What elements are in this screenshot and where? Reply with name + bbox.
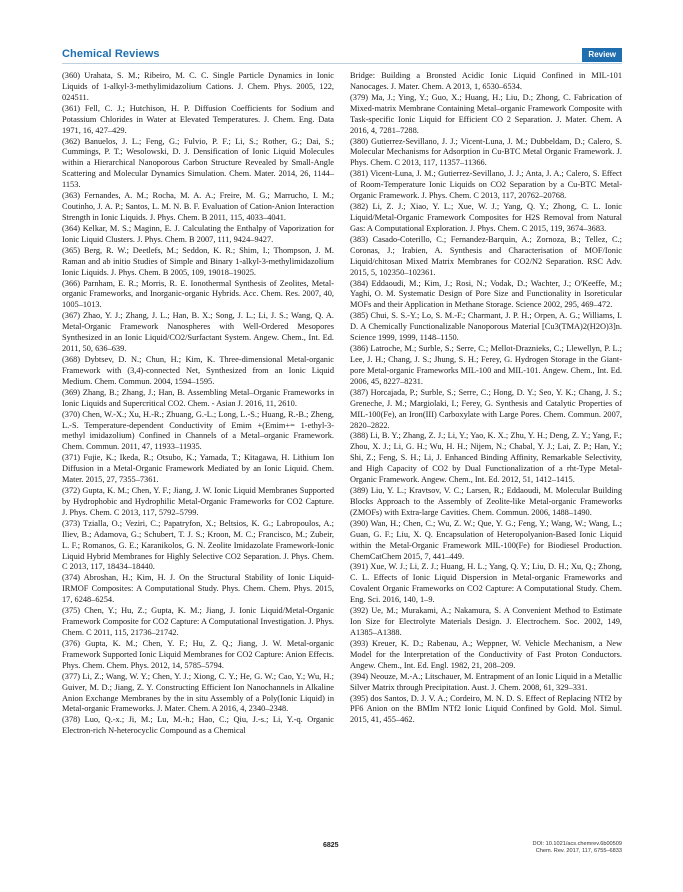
journal-title[interactable]: Chemical Reviews: [62, 48, 160, 60]
reference-item: (380) Gutierrez-Sevillano, J. J.; Vicent-Luna, J. M.; Dubbeldam, D.; Calero, S. Molecular Mechanisms for Adsorption in Cu-BTC Metal Organic Framework. J. Phys. Chem. C 2013, 117, 11357–11366.: [350, 136, 622, 168]
reference-item: (378) Luo, Q.-x.; Ji, M.; Lu, M.-h.; Hao, C.; Qiu, J.-s.; Li, Y.-q. Organic Electron-rich N-heterocyclic Compound as a Chemical: [62, 715, 334, 736]
reference-item: (389) Liu, Y. L.; Kravtsov, V. C.; Larsen, R.; Eddaoudi, M. Molecular Building Blocks Approach to the Assembly of Zeolite-like Metal-organic Frameworks (ZMOFs) with Extra-large Cavities. Chem. Commun. 2006, 1488–1490.: [350, 486, 622, 517]
reference-item: (386) Latroche, M.; Surble, S.; Serre, C.; Mellot-Draznieks, C.; Llewellyn, P. L.; Lee, J. H.; Chang, J. S.; Jhung, S. H.; Ferey, G. Hydrogen Storage in the Giant-pore Metal-organic Frameworks MIL-100 and MIL-101. Angew. Chem., Int. Ed. 2006, 45, 8227–8231.: [350, 344, 622, 386]
reference-item: (375) Chen, Y.; Hu, Z.; Gupta, K. M.; Jiang, J. Ionic Liquid/Metal-Organic Framework Composite for CO2 Capture: A Computational Investigation. J. Phys. Chem. C 2011, 115, 21736–21742.: [62, 606, 334, 638]
reference-item: (383) Casado-Coterillo, C.; Fernandez-Barquin, A.; Zornoza, B.; Tellez, C.; Coronas, J.; Irabien, A. Synthesis and Characterisation of MOF/Ionic Liquid/chitosan Mixed Matrix Membranes for CO2/N2 Separation. RSC Adv. 2015, 5, 102350–102361.: [350, 234, 622, 277]
reference-item: (377) Li, Z.; Wang, W. Y.; Chen, Y. J.; Xiong, C. Y.; He, G. W.; Cao, Y.; Wu, H.; Guiver, M. D.; Jiang, Z. Y. Constructing Efficient Ion Nanochannels in Alkaline Anion Exchange Membranes by the in situ Assembly of a Poly(Ionic Liquid) in Metal-organic Frameworks. J. Mater. Chem. A 2016, 4, 2340–2348.: [62, 671, 334, 714]
reference-item: (394) Neouze, M.-A.; Litschauer, M. Entrapment of an Ionic Liquid in a Metallic Silver Matrix through Precipitation. Aust. J. Chem. 2008, 61, 329–331.: [350, 671, 622, 692]
journal-citation: Chem. Rev. 2017, 117, 6755–6833: [535, 848, 622, 855]
reference-item: (372) Gupta, K. M.; Chen, Y. F.; Jiang, J. W. Ionic Liquid Membranes Supported by Hydrophobic and Hydrophilic Metal-Organic Frameworks for CO2 Capture. J. Phys. Chem. C 2013, 117, 5792–5799.: [62, 486, 334, 517]
reference-item: (387) Horcajada, P.; Surble, S.; Serre, C.; Hong, D. Y.; Seo, Y. K.; Chang, J. S.; Greneche, J. M.; Margiolaki, I.; Ferey, G. Synthesis and Catalytic Properties of MIL-100(Fe), an Iron(III) Carboxylate with Large Pores. Chem. Commun. 2007, 2820–2822.: [350, 387, 622, 430]
reference-item: (364) Kelkar, M. S.; Maginn, E. J. Calculating the Enthalpy of Vaporization for Ionic Liquid Clusters. J. Phys. Chem. B 2007, 111, 9424–9427.: [62, 223, 334, 244]
header-divider: [62, 63, 622, 64]
reference-item: Bridge: Building a Bronsted Acidic Ionic Liquid Confined in MIL-101 Nanocages. J. Mater. Chem. A 2013, 1, 6530–6534.: [350, 71, 622, 91]
references-left-column: [62, 71, 334, 737]
page-number: 6825: [323, 842, 339, 849]
reference-item: (393) Kreuer, K. D.; Rabenau, A.; Weppner, W. Vehicle Mechanism, a New Model for the Interpretation of the Conductivity of Fast Proton Conductors. Angew. Chem., Int. Ed. Engl. 1982, 21, 208–209.: [350, 638, 622, 670]
doi-link[interactable]: DOI: 10.1021/acs.chemrev.6b00509: [532, 841, 622, 847]
reference-item: (379) Ma, J.; Ying, Y.; Guo, X.; Huang, H.; Liu, D.; Zhong, C. Fabrication of Mixed-matrix Membrane Containing Metal–organic Framework Composite with Task-specific Ionic Liquid for Efficient CO 2 Separation. J. Mater. Chem. A 2016, 4, 7281–7288.: [350, 92, 622, 135]
reference-item: (385) Chui, S. S.-Y.; Lo, S. M.-F.; Charmant, J. P. H.; Orpen, A. G.; Williams, I. D. A Chemically Functionalizable Nanoporous Material [Cu3(TMA)2(H2O)3]n. Science 1999, 1999, 1148–1150.: [350, 311, 622, 343]
reference-item: (368) Dybtsev, D. N.; Chun, H.; Kim, K. Three-dimensional Metal-organic Framework with (3,4)-connected Net, Synthesized from an Ionic Liquid Medium. Chem. Commun. 2004, 1594–1595.: [62, 354, 334, 386]
reference-item: (367) Zhao, Y. J.; Zhang, J. L.; Han, B. X.; Song, J. L.; Li, J. S.; Wang, Q. A. Metal-Organic Framework Nanospheres with Well-Ordered Mesopores Synthesized in an Ionic Liquid/CO2/Surfactant System. Angew. Chem., Int. Ed. 2011, 50, 636–639.: [62, 311, 334, 354]
reference-item: (382) Li, Z. J.; Xiao, Y. L.; Xue, W. J.; Yang, Q. Y.; Zhong, C. L. Ionic Liquid/Metal-Organic Framework Composites for H2S Removal from Natural Gas: A Computational Exploration. J. Phys. Chem. C 2015, 119, 3674–3683.: [350, 202, 622, 233]
reference-item: (366) Parnham, E. R.; Morris, R. E. Ionothermal Synthesis of Zeolites, Metal-organic Frameworks, and Inorganic-organic Hybrids. Acc. Chem. Res. 2007, 40, 1005–1013.: [62, 278, 334, 310]
reference-item: (391) Xue, W. J.; Li, Z. J.; Huang, H. L.; Yang, Q. Y.; Liu, D. H.; Xu, Q.; Zhong, C. L. Effects of Ionic Liquid Dispersion in Metal-organic Frameworks and Covalent Organic Frameworks on CO2 Capture: A Computational Study. Chem. Eng. Sci. 2016, 140, 1–9.: [350, 562, 622, 605]
reference-item: (374) Abroshan, H.; Kim, H. J. On the Structural Stability of Ionic Liquid-IRMOF Composites: A Computational Study. Phys. Chem. Chem. Phys. 2015, 17, 6248–6254.: [62, 573, 334, 605]
footer-citation: [533, 841, 622, 856]
reference-item: (384) Eddaoudi, M.; Kim, J.; Rosi, N.; Vodak, D.; Wachter, J.; O'Keeffe, M.; Yaghi, O. M. Systematic Design of Pore Size and Functionality in Isoreticular MOFs and their Application in Methane Storage. Science 2002, 295, 469–472.: [350, 278, 622, 310]
reference-item: (376) Gupta, K. M.; Chen, Y. F.; Hu, Z. Q.; Jiang, J. W. Metal-organic Framework Supported Ionic Liquid Membranes for CO2 Capture: Anion Effects. Phys. Chem. Chem. Phys. 2012, 14, 5785–5794.: [62, 638, 334, 670]
reference-item: (363) Fernandes, A. M.; Rocha, M. A. A.; Freire, M. G.; Marrucho, I. M.; Coutinho, J. A. P.; Santos, L. M. N. B. F. Evaluation of Cation-Anion Interaction Strength in Ionic Liquids. J. Phys. Chem. B 2011, 115, 4033–4041.: [62, 191, 334, 222]
reference-item: (381) Vicent-Luna, J. M.; Gutierrez-Sevillano, J. J.; Anta, J. A.; Calero, S. Effect of Room-Temperature Ionic Liquids on CO2 Separation by a Cu-BTC Metal-Organic Framework. J. Phys. Chem. C 2013, 117, 20762–20768.: [350, 169, 622, 201]
article-type-badge: Review: [582, 48, 622, 62]
reference-item: (392) Ue, M.; Murakami, A.; Nakamura, S. A Convenient Method to Estimate Ion Size for Electrolyte Materials Design. J. Electrochem. Soc. 2002, 149, A1385–A1388.: [350, 606, 622, 638]
reference-item: (360) Urahata, S. M.; Ribeiro, M. C. C. Single Particle Dynamics in Ionic Liquids of 1-alkyl-3-methylimidazolium Cations. J. Chem. Phys. 2005, 122, 024511.: [62, 71, 334, 102]
reference-item: (373) Tzialla, O.; Veziri, C.; Papatryfon, X.; Beltsios, K. G.; Labropoulos, A.; Iliev, B.; Adamova, G.; Schubert, T. J. S.; Kroon, M. C.; Francisco, M.; Zubeir, L. F.; Romanos, G. E.; Karanikolos, G. N. Zeolite Imidazolate Framework-Ionic Liquid Hybrid Membranes for Highly Selective CO2 Separation. J. Phys. Chem. C 2013, 117, 18434–18440.: [62, 518, 334, 572]
reference-item: (390) Wan, H.; Chen, C.; Wu, Z. W.; Que, Y. G.; Feng, Y.; Wang, W.; Wang, L.; Guan, G. F.; Liu, X. Q. Encapsulation of Heteropolyanion-Based Ionic Liquid within the Metal-Organic Framework MIL-100(Fe) for Biodiesel Production. ChemCatChem 2015, 7, 441–449.: [350, 518, 622, 561]
reference-item: (361) Fell, C. J.; Hutchison, H. P. Diffusion Coefficients for Sodium and Potassium Chlorides in Water at Elevated Temperatures. J. Chem. Eng. Data 1971, 16, 427–429.: [62, 103, 334, 135]
reference-item: (388) Li, B. Y.; Zhang, Z. J.; Li, Y.; Yao, K. X.; Zhu, Y. H.; Deng, Z. Y.; Yang, F.; Zhou, X. J.; Li, G. H.; Wu, H. H.; Nijem, N.; Chabal, Y. J.; Lai, Z. P.; Han, Y.; Shi, Z.; Feng, S. H.; Li, J. Enhanced Binding Affinity, Remarkable Selectivity, and High Capacity of CO2 by Dual Functionalization of a rht-Type Metal-Organic Framework. Angew. Chem., Int. Ed. 2012, 51, 1412–1415.: [350, 431, 622, 485]
reference-item: (370) Chen, W.-X.; Xu, H.-R.; Zhuang, G.-L.; Long, L.-S.; Huang, R.-B.; Zheng, L.-S. Temperature-dependent Conductivity of Emim +(Emim+= 1-ethyl-3-methyl imidazolium) Confined in Channels of a Metal–organic Framework. Chem. Commun. 2011, 47, 11933–11935.: [62, 409, 334, 452]
reference-item: (365) Berg, R. W.; Deetlefs, M.; Seddon, K. R.; Shim, I.; Thompson, J. M. Raman and ab initio Studies of Simple and Binary 1-alkyl-3-methylimidazolium Ionic Liquids. J. Phys. Chem. B 2005, 109, 19018–19025.: [62, 245, 334, 277]
reference-item: (395) dos Santos, D. J. V. A.; Cordeiro, M. N. D. S. Effect of Replacing NTf2 by PF6 Anion on the BMIm NTf2 Ionic Liquid Confined by Gold. Mol. Simul. 2015, 41, 455–462.: [350, 693, 622, 725]
references-right-column: [350, 71, 622, 726]
reference-item: (362) Banuelos, J. L.; Feng, G.; Fulvio, P. F.; Li, S.; Rother, G.; Dai, S.; Cummings, P. T.; Wesolowski, D. J. Densification of Ionic Liquid Molecules within a Hierarchical Nanoporous Carbon Structure Revealed by Small-Angle Scattering and Molecular Dynamics Simulation. Chem. Mater. 2014, 26, 1144–1153.: [62, 136, 334, 190]
reference-item: (371) Fujie, K.; Ikeda, R.; Otsubo, K.; Yamada, T.; Kitagawa, H. Lithium Ion Diffusion in a Metal-Organic Framework Mediated by an Ionic Liquid. Chem. Mater. 2015, 27, 7355–7361.: [62, 453, 334, 485]
reference-item: (369) Zhang, B.; Zhang, J.; Han, B. Assembling Metal–Organic Frameworks in Ionic Liquids and Supercritical CO2. Chem. - Asian J. 2016, 11, 2610.: [62, 387, 334, 408]
